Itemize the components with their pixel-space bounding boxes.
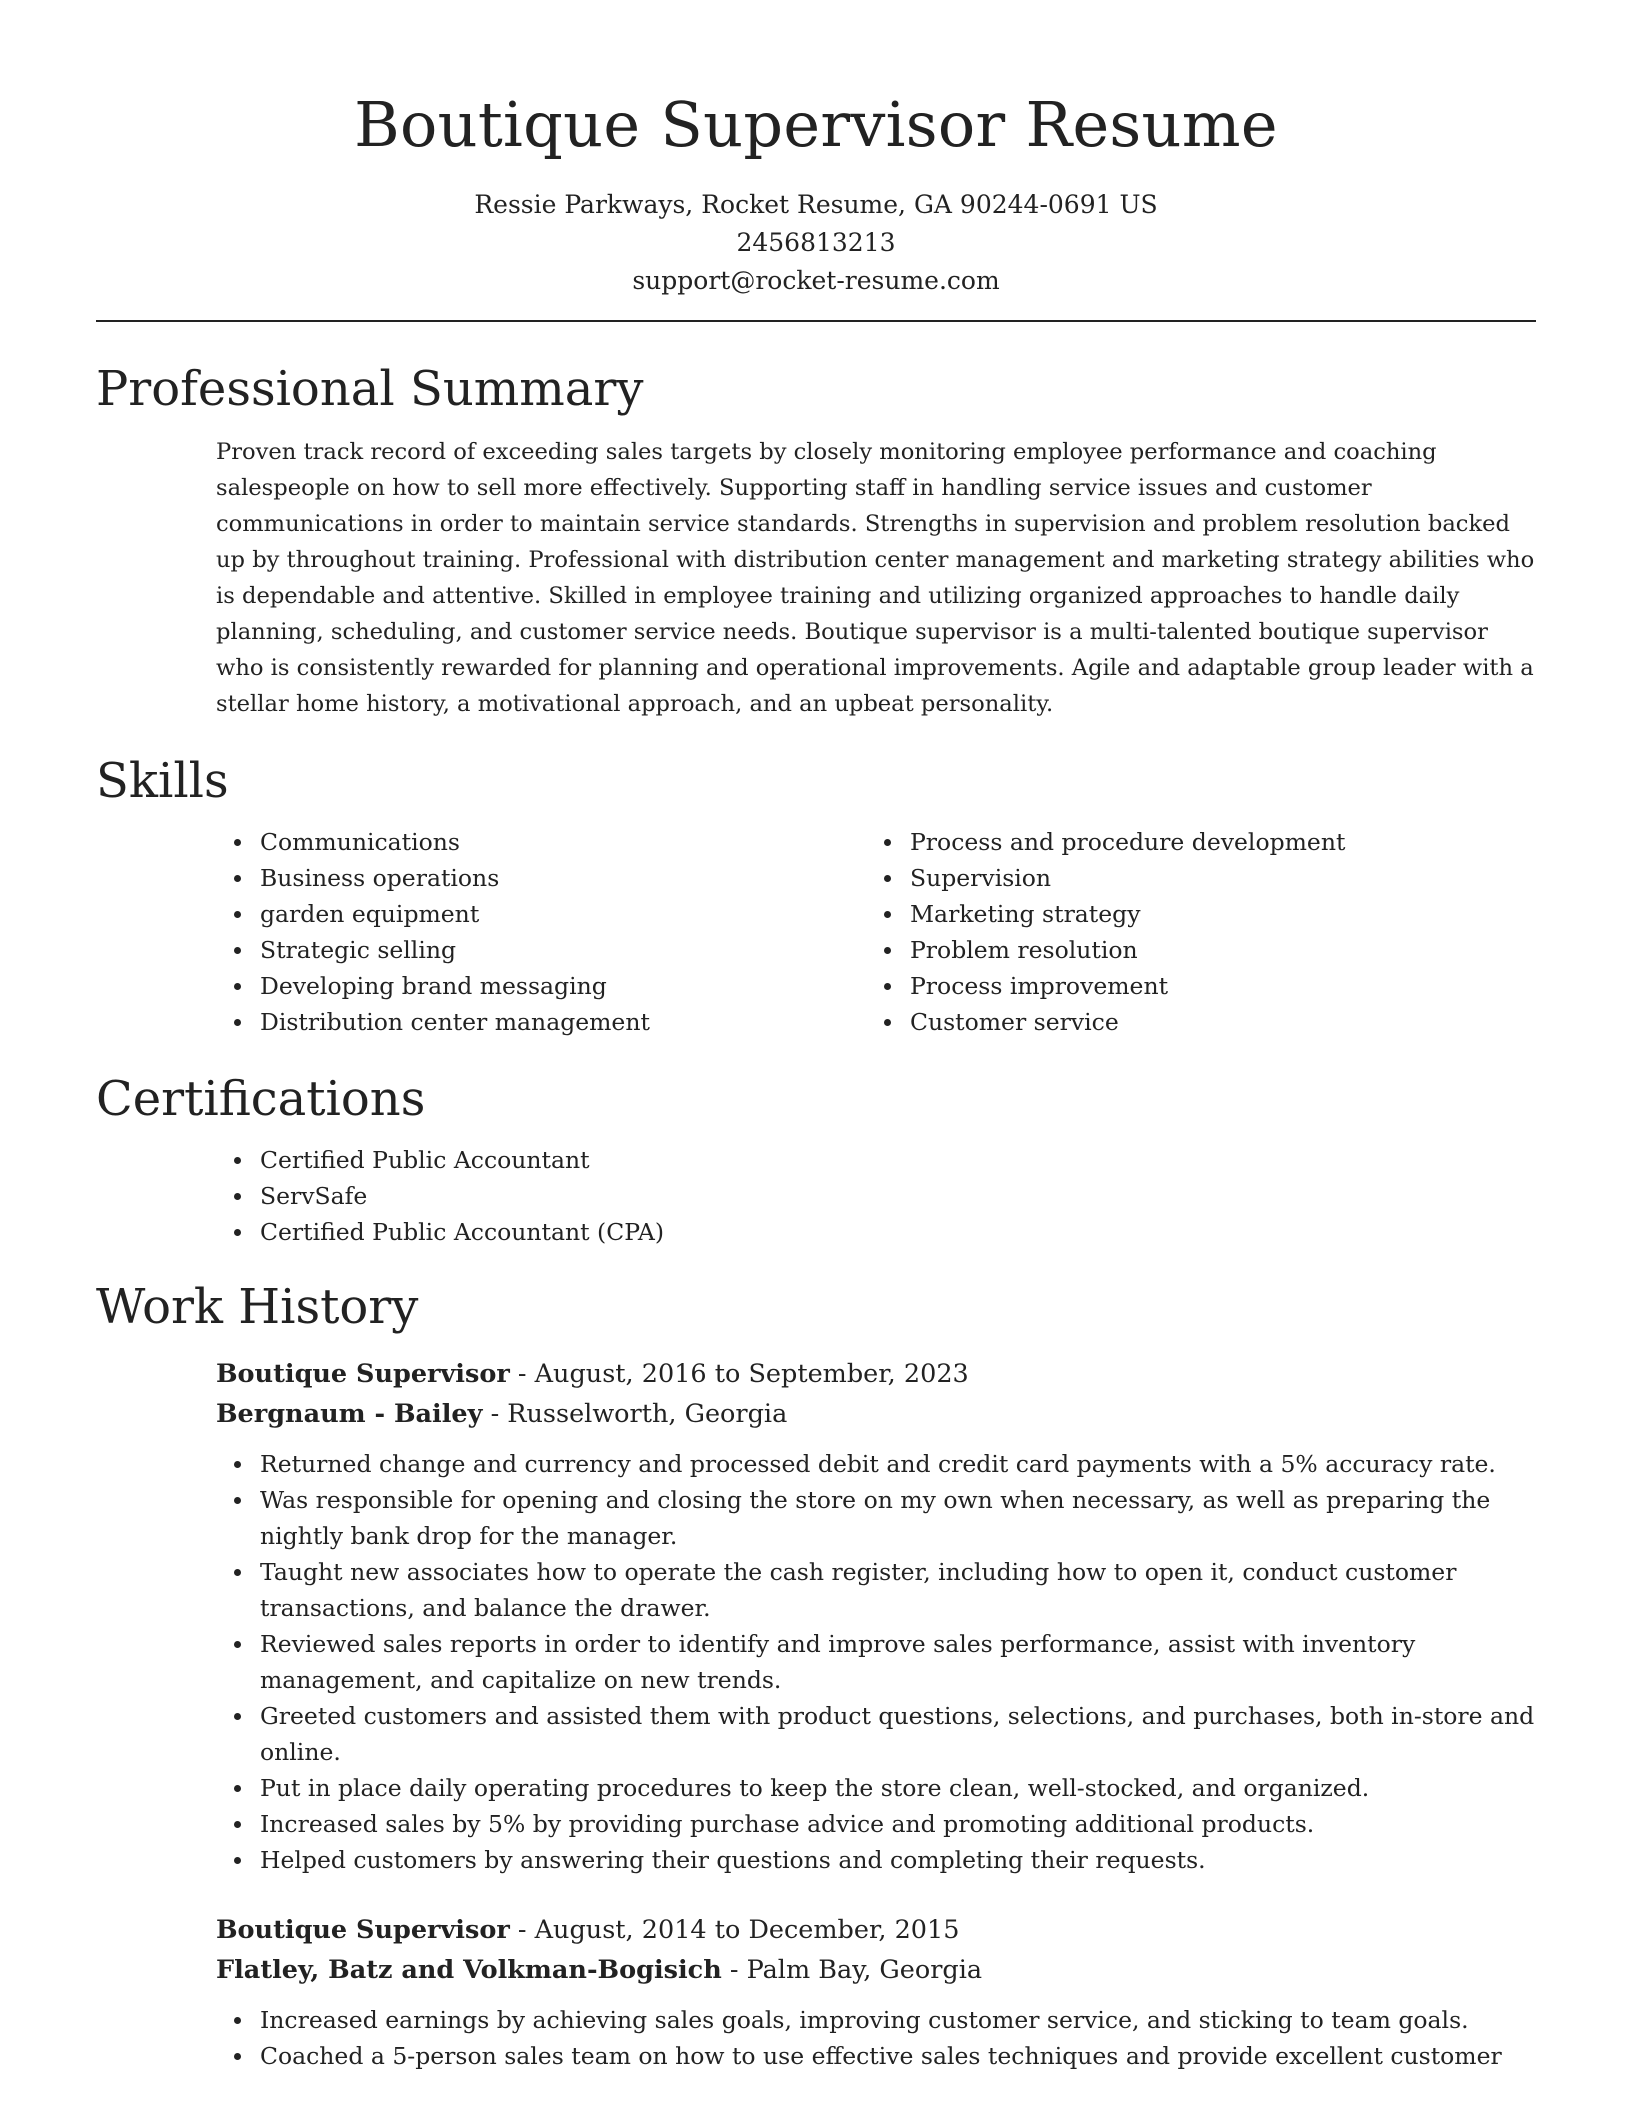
- job-duty: Was responsible for opening and closing the store on my own when necessary, as well as preparing the nightly bank drop for the manager.: [216, 1482, 1536, 1554]
- certifications-heading: Certifications: [96, 1071, 426, 1127]
- summary-heading: Professional Summary: [96, 361, 644, 417]
- job-duty: Coached a 5-person sales team on how to use effective sales techniques and provide excellent customer: [216, 2038, 1536, 2074]
- skill-item: Communications: [216, 824, 866, 860]
- job-location: - Russelworth, Georgia: [482, 1399, 788, 1429]
- skill-item: Problem resolution: [866, 932, 1516, 968]
- work-history-heading: Work History: [96, 1279, 419, 1335]
- job-title-line: [216, 1354, 1536, 1394]
- skills-column-right: [866, 824, 1516, 1040]
- job-duty: Returned change and currency and processed debit and credit card payments with a 5% accuracy rate.: [216, 1446, 1536, 1482]
- work-history-section: [96, 1276, 1536, 2074]
- job-duty: Greeted customers and assisted them with product questions, selections, and purchases, both in-store and online.: [216, 1698, 1536, 1770]
- address-line: Ressie Parkways, Rocket Resume, GA 90244-0691 US: [474, 190, 1158, 219]
- skills-section: [96, 750, 1536, 1040]
- skill-item: Process and procedure development: [866, 824, 1516, 860]
- skills-grid: [216, 824, 1536, 1040]
- contact-info: [96, 186, 1536, 300]
- skill-item: Business operations: [216, 860, 866, 896]
- certifications-section: [96, 1068, 1536, 1250]
- job-duty: Taught new associates how to operate the cash register, including how to open it, conduct customer transactions, and balance the drawer.: [216, 1554, 1536, 1626]
- resume-header: [96, 0, 1536, 300]
- job-duty: Increased earnings by achieving sales goals, improving customer service, and sticking to team goals.: [216, 2002, 1536, 2038]
- job-dates: - August, 2016 to September, 2023: [509, 1359, 969, 1389]
- skill-item: Customer service: [866, 1004, 1516, 1040]
- skill-item: Developing brand messaging: [216, 968, 866, 1004]
- resume-page: [96, 0, 1536, 2074]
- email-line: support@rocket-resume.com: [632, 266, 1000, 295]
- job-entry: [216, 1910, 1536, 2074]
- skill-item: Supervision: [866, 860, 1516, 896]
- job-company: Flatley, Batz and Volkman-Bogisich: [216, 1955, 722, 1985]
- phone-line: 2456813213: [736, 228, 896, 257]
- job-location: - Palm Bay, Georgia: [721, 1955, 983, 1985]
- job-duty: Reviewed sales reports in order to identify and improve sales performance, assist with inventory management, and capitalize on new trends.: [216, 1626, 1536, 1698]
- job-duties-list: [216, 2002, 1536, 2074]
- summary-section: [96, 358, 1536, 722]
- job-company-line: [216, 1950, 1536, 1990]
- job-company: Bergnaum - Bailey: [216, 1399, 483, 1429]
- certifications-list: [216, 1142, 1536, 1250]
- job-duty: Increased sales by 5% by providing purchase advice and promoting additional products.: [216, 1806, 1536, 1842]
- skill-item: Distribution center management: [216, 1004, 866, 1040]
- header-divider: [96, 320, 1536, 322]
- job-dates: - August, 2014 to December, 2015: [509, 1915, 960, 1945]
- job-duties-list: [216, 1446, 1536, 1878]
- job-title: Boutique Supervisor: [216, 1915, 510, 1945]
- skill-item: Strategic selling: [216, 932, 866, 968]
- page-title: Boutique Supervisor Resume: [354, 88, 1278, 161]
- skill-item: Process improvement: [866, 968, 1516, 1004]
- certification-item: Certified Public Accountant (CPA): [216, 1214, 1536, 1250]
- job-duty: Helped customers by answering their questions and completing their requests.: [216, 1842, 1536, 1878]
- certification-item: ServSafe: [216, 1178, 1536, 1214]
- certification-item: Certified Public Accountant: [216, 1142, 1536, 1178]
- skill-item: Marketing strategy: [866, 896, 1516, 932]
- job-title-line: [216, 1910, 1536, 1950]
- job-duty: Put in place daily operating procedures to keep the store clean, well-stocked, and organized.: [216, 1770, 1536, 1806]
- job-title: Boutique Supervisor: [216, 1359, 510, 1389]
- skills-heading: Skills: [96, 753, 229, 809]
- skills-column-left: [216, 824, 866, 1040]
- job-entry: [216, 1354, 1536, 1878]
- job-company-line: [216, 1394, 1536, 1434]
- skill-item: garden equipment: [216, 896, 866, 932]
- summary-text: Proven track record of exceeding sales targets by closely monitoring employee performance and coaching salespeople on how to sell more effectively. Supporting staff in handling service issues and customer communications in order to maintain service standards. Strengths in supervision and problem resolution backed up by throughout training. Professional with distribution center management and marketing strategy abilities who is dependable and attentive. Skilled in employee training and utilizing organized approaches to handle daily planning, scheduling, and customer service needs. Boutique supervisor is a multi-talented boutique supervisor who is consistently rewarded for planning and operational improvements. Agile and adaptable group leader with a stellar home history, a motivational approach, and an upbeat personality.: [216, 439, 1535, 717]
